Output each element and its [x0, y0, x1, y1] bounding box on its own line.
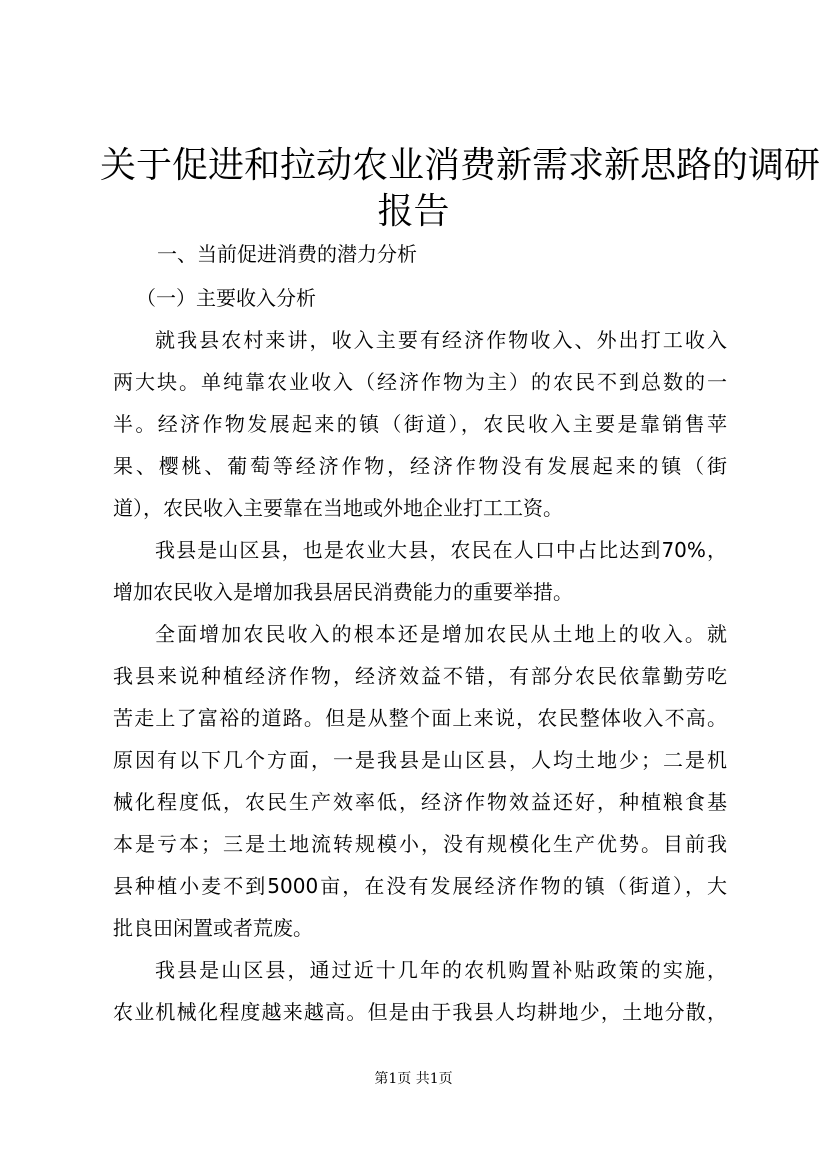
body-line: 我县是山区县，也是农业大县，农民在人口中占比达到70%，: [155, 538, 727, 562]
body-line: 械化程度低，农民生产效率低，经济作物效益还好，种植粮食基: [113, 790, 727, 814]
body-line: 农业机械化程度越来越高。但是由于我县人均耕地少，土地分散，: [113, 1000, 727, 1024]
body-line: 批良田闲置或者荒废。: [113, 916, 313, 940]
body-line: 全面增加农民收入的根本还是增加农民从土地上的收入。就: [155, 622, 727, 646]
body-line: 本是亏本；三是土地流转规模小，没有规模化生产优势。目前我: [113, 832, 727, 856]
body-line: 县种植小麦不到5000亩，在没有发展经济作物的镇（街道），大: [113, 874, 727, 898]
body-line: 增加农民收入是增加我县居民消费能力的重要举措。: [113, 580, 573, 604]
body-line: 原因有以下几个方面，一是我县是山区县，人均土地少；二是机: [113, 748, 727, 772]
body-line: 我县来说种植经济作物，经济效益不错，有部分农民依靠勤劳吃: [113, 664, 727, 688]
body-line: 就我县农村来讲，收入主要有经济作物收入、外出打工收入: [155, 328, 727, 352]
body-line: 我县是山区县，通过近十几年的农机购置补贴政策的实施，: [155, 958, 727, 982]
body-line: 苦走上了富裕的道路。但是从整个面上来说，农民整体收入不高。: [113, 706, 727, 730]
document-title-line-1: 关于促进和拉动农业消费新需求新思路的调研: [100, 145, 821, 186]
section-heading: 一、当前促进消费的潜力分析: [157, 242, 417, 266]
body-line: 半。经济作物发展起来的镇（街道），农民收入主要是靠销售苹: [113, 412, 727, 436]
subsection-heading: （一）主要收入分析: [136, 286, 316, 310]
body-line: 果、樱桃、葡萄等经济作物，经济作物没有发展起来的镇（街: [113, 454, 727, 478]
page-footer: 第1页 共1页: [374, 1071, 453, 1087]
document-title-line-2: 报告: [377, 191, 450, 232]
body-line: 两大块。单纯靠农业收入（经济作物为主）的农民不到总数的一: [113, 370, 727, 394]
body-line: 道），农民收入主要靠在当地或外地企业打工工资。: [113, 496, 563, 520]
